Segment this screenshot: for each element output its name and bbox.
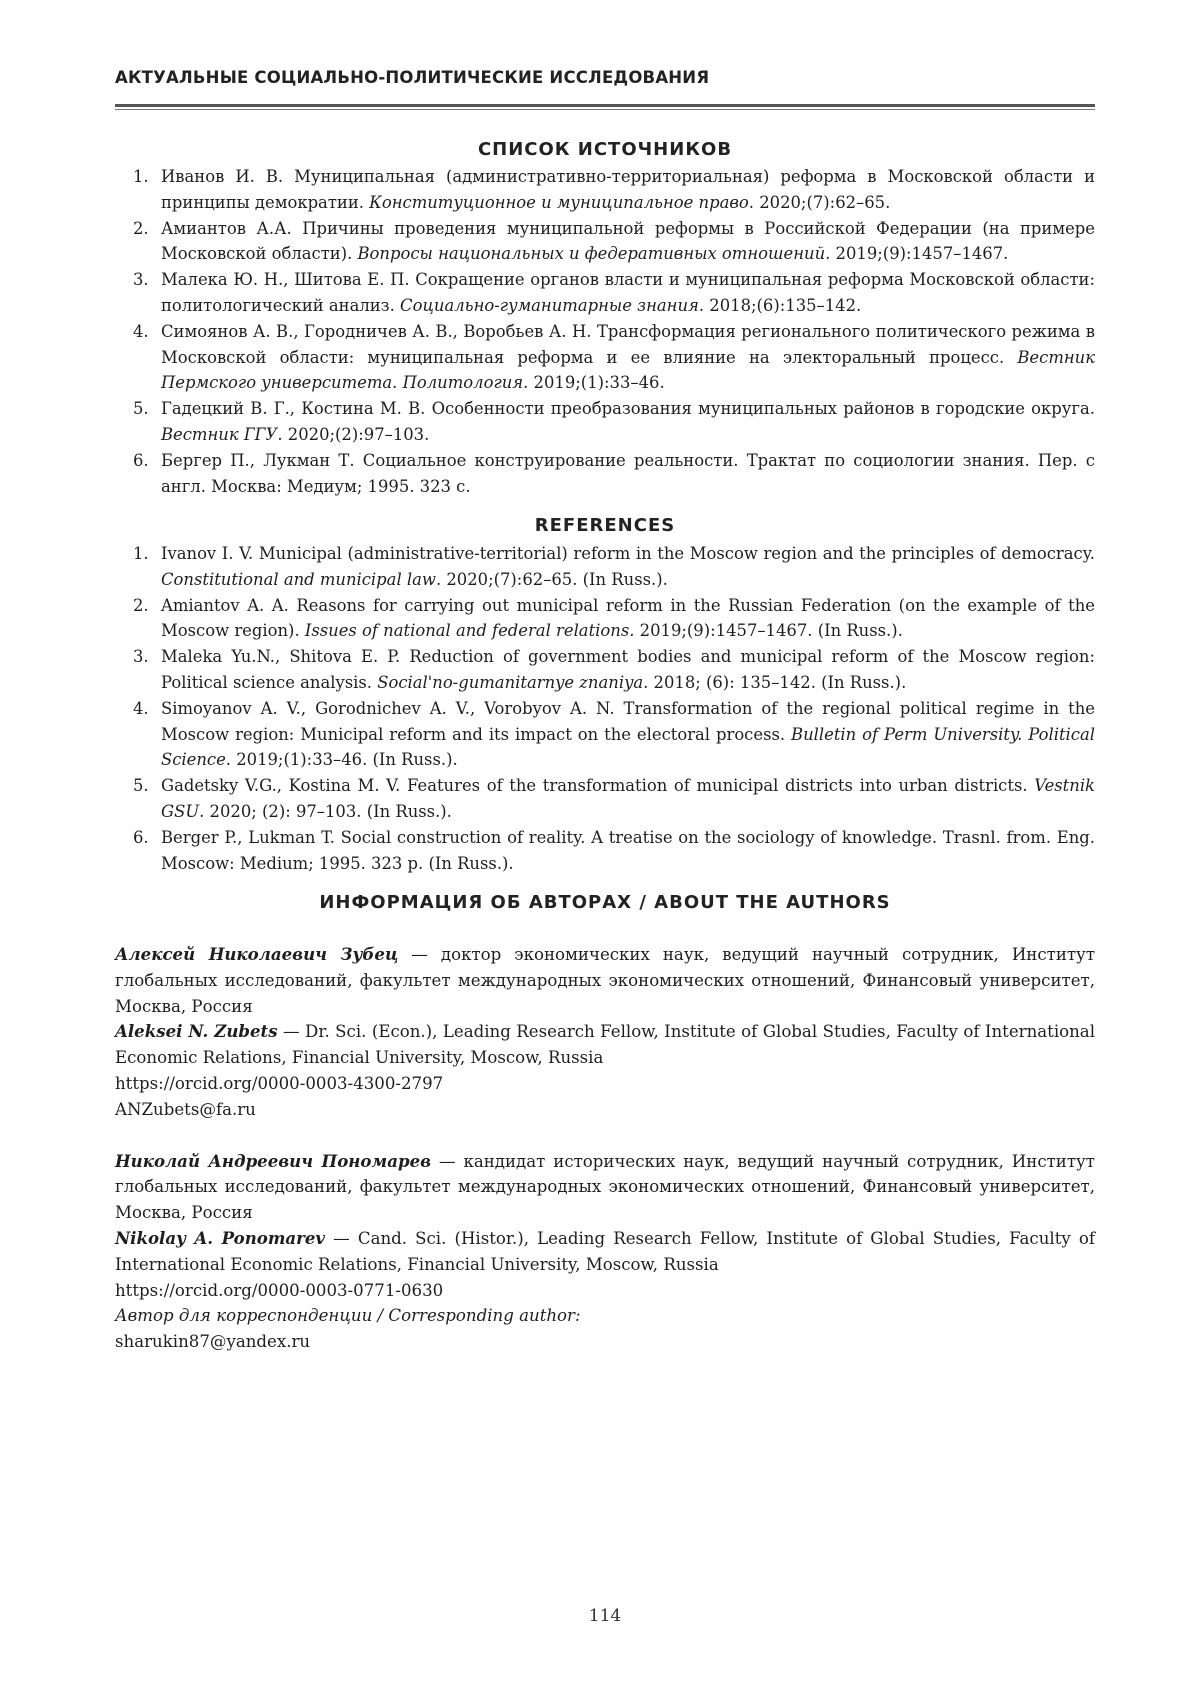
author1-en-text: — Dr. Sci. (Econ.), Leading Research Fellow, Institute of Global Studies, Faculty of International Economic Relations, Financial University, Moscow, Russia	[115, 1022, 1096, 1068]
references-title: REFERENCES	[534, 515, 676, 536]
reference-issue: . 2018;(6):135–142.	[698, 295, 862, 315]
reference-issue: . 2019;(1):33–46. (In Russ.).	[225, 750, 458, 770]
reference-issue: . 2020;(7):62–65.	[748, 192, 891, 212]
reference-number: 3.	[133, 270, 149, 290]
reference-issue: . 2020;(7):62–65. (In Russ.).	[435, 569, 668, 589]
reference-issue: . 2019;(1):33–46.	[523, 373, 665, 393]
authors-spacer	[115, 1123, 1095, 1149]
reference-text: Амиантов А.А. Причины проведения муниципальной реформы в Российской Федерации (на примере Московской области).	[161, 218, 1095, 264]
author2-en-text: — Cand. Sci. (Histor.), Leading Research Fellow, Institute of Global Studies, Faculty of International Economic Relations, Financial University, Moscow, Russia	[115, 1228, 1095, 1274]
header-rule-thick	[115, 104, 1095, 107]
author2-email-link[interactable]: sharukin87@yandex.ru	[115, 1332, 311, 1352]
author1-en	[115, 1019, 1095, 1071]
reference-number: 5.	[133, 776, 149, 796]
authors-title: ИНФОРМАЦИЯ ОБ АВТОРАХ / ABOUT THE AUTHORS	[319, 892, 891, 913]
author2-ru-text: — кандидат исторических наук, ведущий научный сотрудник, Институт глобальных исследований, факультет международных экономических отношений, Финансовый университет, Москва, Россия	[115, 1151, 1095, 1223]
reference-item	[115, 825, 1095, 877]
reference-text: Симоянов А. В., Городничев А. В., Воробьев А. Н. Трансформация регионального политического режима в Московской области: муниципальная реформа и ее влияние на электоральный процесс.	[161, 321, 1095, 367]
reference-journal: Bulletin of Perm University. Political Science	[161, 724, 1095, 770]
reference-item	[115, 319, 1095, 396]
header-rule-thin	[115, 109, 1095, 110]
reference-text: Малека Ю. Н., Шитова Е. П. Сокращение органов власти и муниципальная реформа Московской области: политологический анализ.	[161, 270, 1095, 315]
reference-item	[115, 267, 1095, 319]
sources-title: СПИСОК ИСТОЧНИКОВ	[477, 139, 733, 160]
reference-issue: . 2020; (2): 97–103. (In Russ.).	[199, 801, 452, 821]
reference-number: 4.	[133, 698, 149, 718]
author2-orcid-link[interactable]: https://orcid.org/0000-0003-0771-0630	[115, 1280, 444, 1300]
reference-text: Simoyanov A. V., Gorodnichev A. V., Vorobyov A. N. Transformation of the regional political regime in the Moscow region: Municipal reform and its impact on the electoral process.	[161, 698, 1095, 744]
reference-number: 1.	[133, 167, 149, 186]
reference-text: Бергер П., Лукман Т. Социальное конструирование реальности. Трактат по социологии знания. Пер. с англ. Москва: Медиум; 1995. 323 с.	[161, 450, 1095, 496]
author1-orcid-link[interactable]: https://orcid.org/0000-0003-4300-2797	[115, 1073, 444, 1093]
reference-item	[115, 216, 1095, 268]
reference-journal: Вестник Пермского университета. Политология	[161, 347, 1095, 393]
reference-item	[115, 696, 1095, 773]
author2-en-name: Nikolay A. Ponomarev	[115, 1227, 326, 1248]
reference-item	[115, 593, 1095, 645]
reference-number: 2.	[133, 595, 149, 615]
sources-list	[115, 164, 1095, 499]
reference-number: 1.	[133, 544, 149, 563]
reference-text: Amiantov A. A. Reasons for carrying out municipal reform in the Russian Federation (on the example of the Moscow region).	[161, 595, 1095, 641]
references-list	[115, 541, 1095, 876]
reference-issue: . 2020;(2):97–103.	[277, 424, 430, 444]
author2-en	[115, 1226, 1095, 1278]
author2-ru	[115, 1149, 1095, 1226]
author1-ru	[115, 942, 1095, 1019]
author1-ru-name: Алексей Николаевич Зубец	[115, 944, 399, 964]
reference-number: 4.	[133, 321, 149, 341]
reference-item	[115, 541, 1095, 593]
reference-item	[115, 448, 1095, 500]
reference-journal: Constitutional and municipal law	[161, 569, 436, 589]
reference-number: 6.	[133, 827, 149, 847]
reference-number: 2.	[133, 218, 149, 238]
reference-journal: Вестник ГГУ	[161, 424, 278, 444]
reference-journal: Vestnik GSU	[161, 776, 1095, 821]
reference-item	[115, 644, 1095, 696]
reference-text: Gadetsky V.G., Kostina M. V. Features of the transformation of municipal districts into urban districts.	[161, 776, 1035, 796]
reference-item	[115, 773, 1095, 825]
reference-journal: Социально-гуманитарные знания	[400, 295, 699, 315]
authors-block	[115, 942, 1095, 1355]
reference-issue: 2019;(9):1457–1467. (In Russ.).	[634, 621, 903, 641]
reference-item	[115, 396, 1095, 448]
reference-text: Гадецкий В. Г., Костина М. В. Особенности преобразования муниципальных районов в городские округа.	[161, 399, 1095, 419]
running-head: АКТУАЛЬНЫЕ СОЦИАЛЬНО-ПОЛИТИЧЕСКИЕ ИССЛЕДОВАНИЯ	[115, 68, 710, 87]
reference-journal: Вопросы национальных и федеративных отношений	[357, 244, 826, 264]
reference-number: 3.	[133, 647, 149, 667]
reference-text: Иванов И. В. Муниципальная (административно-территориальная) реформа в Московской области и принципы демократии.	[161, 167, 1095, 212]
reference-number: 5.	[133, 399, 149, 419]
reference-text: Maleka Yu.N., Shitova E. P. Reduction of government bodies and municipal reform of the Moscow region: Political science analysis.	[161, 647, 1095, 692]
reference-journal: Social'no-gumanitarnye znaniya	[377, 672, 644, 692]
reference-issue: . 2018; (6): 135–142. (In Russ.).	[643, 672, 907, 692]
reference-journal: Issues of national and federal relations.	[304, 621, 635, 641]
reference-text: Berger P., Lukman T. Social construction of reality. A treatise on the sociology of knowledge. Trasnl. from. Eng. Moscow: Medium; 1995. 323 p. (In Russ.).	[161, 827, 1095, 873]
reference-journal: Конституционное и муниципальное право	[369, 192, 749, 212]
author1-email-link[interactable]: ANZubets@fa.ru	[115, 1099, 256, 1119]
reference-number: 6.	[133, 450, 149, 470]
author1-ru-text: — доктор экономических наук, ведущий научный сотрудник, Институт глобальных исследований, факультет международных экономических отношений, Финансовый университет, Москва, Россия	[115, 945, 1096, 1016]
page-number: 114	[588, 1606, 622, 1626]
author2-ru-name: Николай Андреевич Пономарев	[115, 1150, 432, 1171]
reference-issue: . 2019;(9):1457–1467.	[825, 244, 1009, 264]
reference-item	[115, 164, 1095, 216]
reference-text: Ivanov I. V. Municipal (administrative-territorial) reform in the Moscow region and the principles of democracy.	[161, 544, 1095, 563]
author1-en-name: Aleksei N. Zubets	[115, 1021, 278, 1042]
corresponding-author-label: Автор для корреспонденции / Corresponding author:	[115, 1306, 581, 1326]
